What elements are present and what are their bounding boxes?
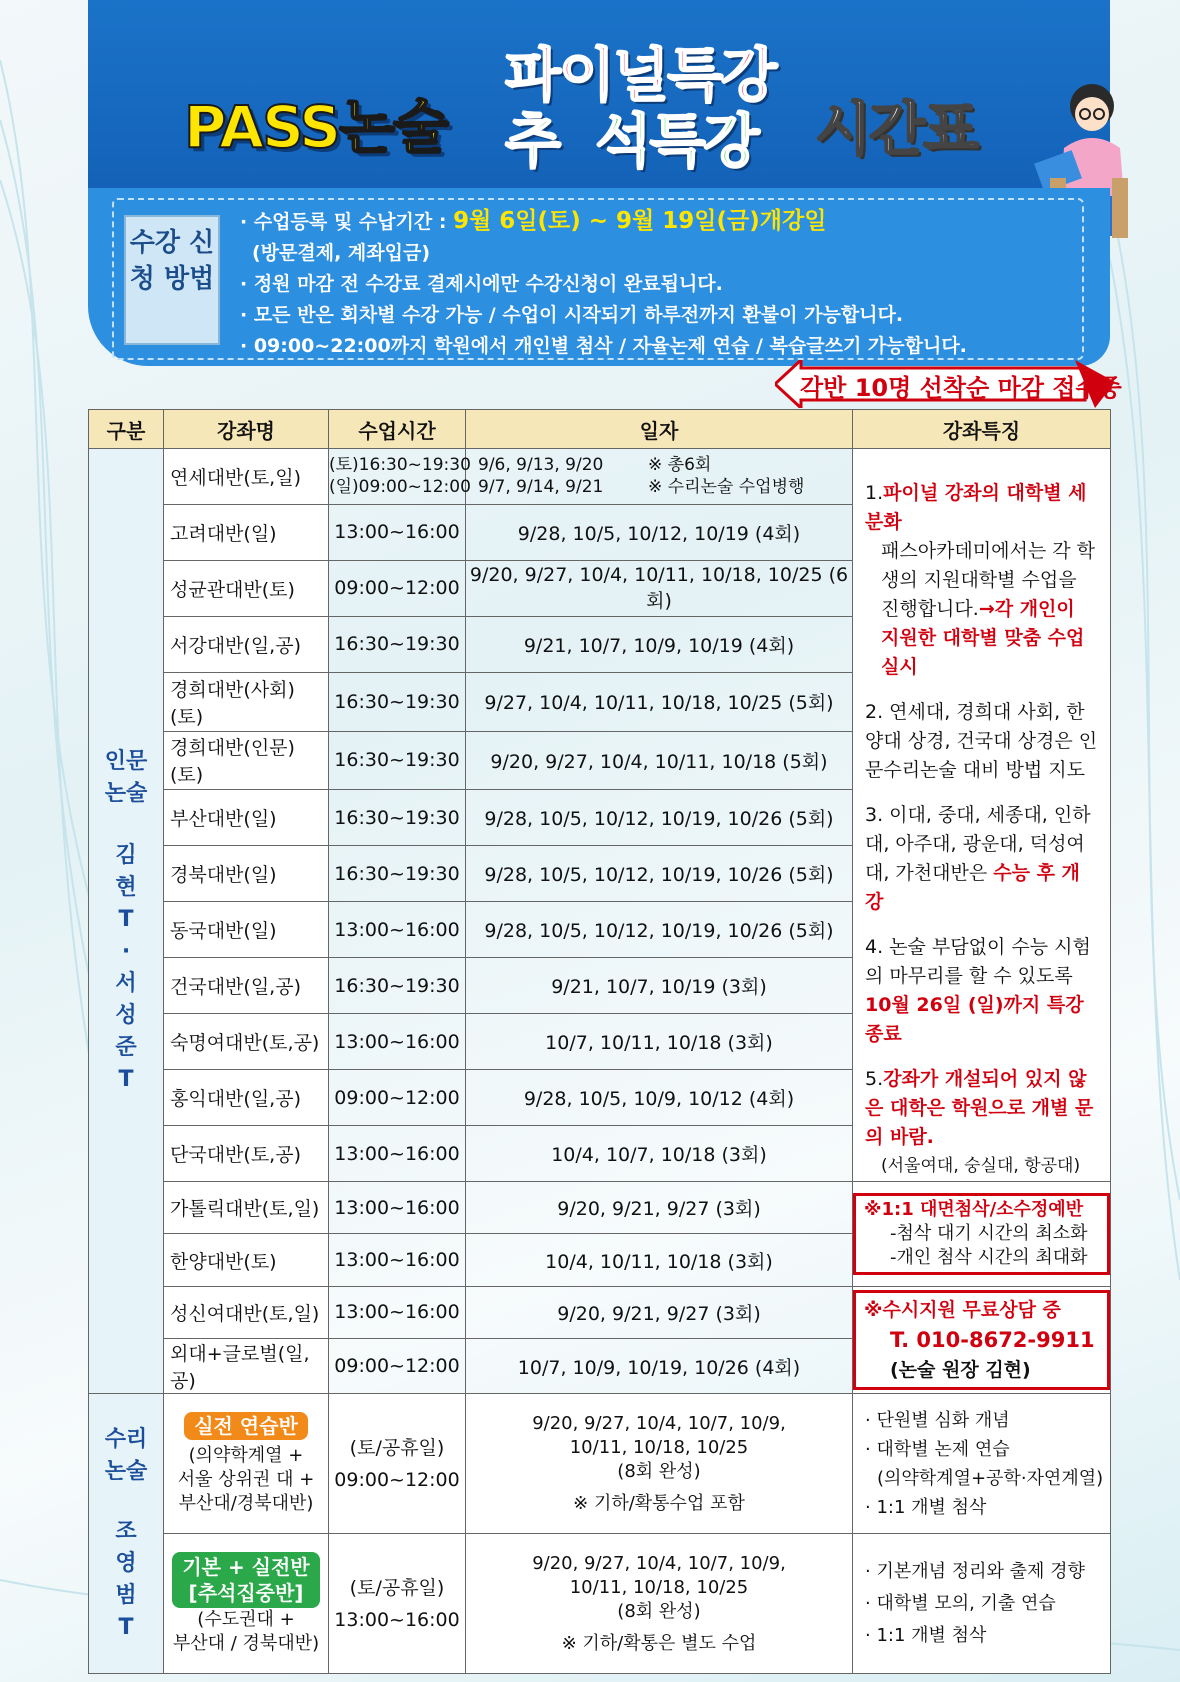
course-name: 실전 연습반 (의약학계열 + 서울 상위권 대 + 부산대/경북대반) <box>164 1394 329 1534</box>
one-on-one-box: ※1:1 대면첨삭/소수정예반 -첨삭 대기 시간의 최소화 -개인 첨삭 시간의 최대화 <box>853 1193 1110 1275</box>
course-dates: 9/28, 10/5, 10/9, 10/12 (4회) <box>466 1070 853 1126</box>
course-name: 한양대반(토) <box>164 1234 329 1286</box>
timetable <box>88 409 1111 1674</box>
feature-5: 5.강좌가 개설되어 있지 않은 대학은 학원으로 개별 문의 바람. (서울여대, 숭실대, 항공대) <box>865 1068 1094 1176</box>
course-name: 성균관대반(토) <box>164 560 329 616</box>
title-timetable: 시간표 <box>815 95 978 163</box>
header-time: 수업시간 <box>329 410 466 449</box>
course-time: 13:00~16:00 <box>329 1014 466 1070</box>
course-name: 동국대반(일) <box>164 902 329 958</box>
course-name: 홍익대반(일,공) <box>164 1070 329 1126</box>
table-row <box>89 1286 1111 1338</box>
course-dates: 9/28, 10/5, 10/12, 10/19 (4회) <box>466 504 853 560</box>
table-row <box>89 1394 1111 1534</box>
course-dates: 9/6, 9/13, 9/20 ※ 총6회 9/7, 9/14, 9/21 ※ 수리논술 수업병행 <box>466 449 853 505</box>
feature-2: 2. 연세대, 경희대 사회, 한양대 상경, 건국대 상경은 인문수리논술 대비 방법 지도 <box>865 701 1098 781</box>
table-header-row <box>89 410 1111 449</box>
title-chuseok: 추 석특강 <box>505 107 758 175</box>
course-name: 건국대반(일,공) <box>164 958 329 1014</box>
course-name: 연세대반(토,일) <box>164 449 329 505</box>
header-course: 강좌명 <box>164 410 329 449</box>
course-name: 외대+글로벌(일,공) <box>164 1339 329 1394</box>
feature-4: 4. 논술 부담없이 수능 시험의 마무리를 할 수 있도록 10월 26일 (일)까지 특강 종료 <box>865 936 1091 1045</box>
course-name: 가톨릭대반(토,일) <box>164 1182 329 1234</box>
course-name: 기본 + 실전반 [추석집중반] (수도권대 + 부산대 / 경북대반) <box>164 1534 329 1674</box>
course-dates: 9/20, 9/21, 9/27 (3회) <box>466 1182 853 1234</box>
signup-period-prefix: · 수업등록 및 수납기간 : <box>240 211 454 233</box>
course-time: 13:00~16:00 <box>329 504 466 560</box>
header-category: 구분 <box>89 410 164 449</box>
feature-1: 1.파이널 강좌의 대학별 세분화 패스아카데미에서는 각 학생의 지원대학별 수업을 진행합니다.→각 개인이 지원한 대학별 맞춤 수업 실시 <box>865 482 1095 678</box>
course-dates: 10/7, 10/11, 10/18 (3회) <box>466 1014 853 1070</box>
course-dates: 9/20, 9/21, 9/27 (3회) <box>466 1286 853 1338</box>
course-dates: 9/20, 9/27, 10/4, 10/11, 10/18 (5회) <box>466 731 853 790</box>
feature-3: 3. 이대, 중대, 세종대, 인하대, 아주대, 광운대, 덕성여대, 가천대반은 수능 후 개강 <box>865 804 1091 913</box>
signup-note-hours: · 09:00~22:00까지 학원에서 개인별 첨삭 / 자율논제 연습 / 복습글쓰기 가능합니다. <box>240 335 967 357</box>
first-come-banner-text: 각반 10명 선착순 마감 접수중 <box>800 374 1122 402</box>
course-dates: 10/4, 10/11, 10/18 (3회) <box>466 1234 853 1286</box>
course-dates: 9/28, 10/5, 10/12, 10/19, 10/26 (5회) <box>466 790 853 846</box>
course-pill: 기본 + 실전반 [추석집중반] <box>172 1552 319 1608</box>
course-time: 16:30~19:30 <box>329 672 466 731</box>
signup-period-dates: 9월 6일(토) ~ 9월 19일(금) <box>453 208 760 234</box>
course-time: (토/공휴일) 13:00~16:00 <box>329 1534 466 1674</box>
course-pill: 실전 연습반 <box>184 1412 308 1440</box>
course-time: 13:00~16:00 <box>329 1126 466 1182</box>
course-time: 16:30~19:30 <box>329 616 466 672</box>
course-dates: 9/27, 10/4, 10/11, 10/18, 10/25 (5회) <box>466 672 853 731</box>
course-name: 단국대반(토,공) <box>164 1126 329 1182</box>
course-dates: 9/28, 10/5, 10/12, 10/19, 10/26 (5회) <box>466 902 853 958</box>
title-pass: PASS논술 <box>184 93 448 161</box>
course-dates: 9/20, 9/27, 10/4, 10/11, 10/18, 10/25 (6회) <box>466 560 853 616</box>
course-name: 부산대반(일) <box>164 790 329 846</box>
course-time: 09:00~12:00 <box>329 1339 466 1394</box>
course-dates: 9/21, 10/7, 10/9, 10/19 (4회) <box>466 616 853 672</box>
course-time: 09:00~12:00 <box>329 1070 466 1126</box>
consult-phone: T. 010-8672-9911 <box>890 1327 1095 1352</box>
course-time: 13:00~16:00 <box>329 1286 466 1338</box>
course-name: 고려대반(일) <box>164 504 329 560</box>
course-features <box>853 449 1111 1182</box>
signup-info-text <box>240 206 967 362</box>
course-dates: 9/20, 9/27, 10/4, 10/7, 10/9, 10/11, 10/18, 10/25 (8회 완성) ※ 기하/확통수업 포함 <box>466 1394 853 1534</box>
one-on-one-box-cell <box>853 1182 1111 1287</box>
course-name: 경희대반(인문)(토) <box>164 731 329 790</box>
course-name: 경북대반(일) <box>164 846 329 902</box>
header-features: 강좌특징 <box>853 410 1111 449</box>
signup-method-label: 수강 신청 방법 <box>124 215 220 345</box>
header-dates: 일자 <box>466 410 853 449</box>
signup-open-label: 개강일 <box>759 208 827 234</box>
course-time: (토)16:30~19:30 (일)09:00~12:00 <box>329 449 466 505</box>
consult-box: ※수시지원 무료상담 중 T. 010-8672-9911 (논술 원장 김현) <box>853 1290 1110 1390</box>
table-row <box>89 1534 1111 1674</box>
table-row <box>89 449 1111 505</box>
course-time: 13:00~16:00 <box>329 1182 466 1234</box>
course-name: 성신여대반(토,일) <box>164 1286 329 1338</box>
signup-note-refund: · 모든 반은 회차별 수강 가능 / 수업이 시작되기 하루전까지 환불이 가능합니다. <box>240 304 904 326</box>
consult-box-cell <box>853 1286 1111 1393</box>
table-row <box>89 1182 1111 1234</box>
course-name: 서강대반(일,공) <box>164 616 329 672</box>
course-time: 16:30~19:30 <box>329 731 466 790</box>
course-dates: 10/7, 10/9, 10/19, 10/26 (4회) <box>466 1339 853 1394</box>
course-features: · 단원별 심화 개념 · 대학별 논제 연습 (의약학계열+공학·자연계열) · 1:1 개별 첨삭 <box>853 1394 1111 1534</box>
course-dates: 9/20, 9/27, 10/4, 10/7, 10/9, 10/11, 10/18, 10/25 (8회 완성) ※ 기하/확통은 별도 수업 <box>466 1534 853 1674</box>
course-dates: 9/21, 10/7, 10/19 (3회) <box>466 958 853 1014</box>
course-dates: 9/28, 10/5, 10/12, 10/19, 10/26 (5회) <box>466 846 853 902</box>
course-time: 16:30~19:30 <box>329 846 466 902</box>
course-name: 숙명여대반(토,공) <box>164 1014 329 1070</box>
course-time: 13:00~16:00 <box>329 1234 466 1286</box>
signup-payment-method: (방문결제, 계좌입금) <box>252 242 431 264</box>
course-time: 09:00~12:00 <box>329 560 466 616</box>
course-name: 경희대반(사회)(토) <box>164 672 329 731</box>
course-dates: 10/4, 10/7, 10/18 (3회) <box>466 1126 853 1182</box>
title-final: 파이널특강 <box>505 41 776 109</box>
signup-note-capacity: · 정원 마감 전 수강료 결제시에만 수강신청이 완료됩니다. <box>240 273 723 295</box>
course-features: · 기본개념 정리와 출제 경향 · 대학별 모의, 기출 연습 · 1:1 개별 첨삭 <box>853 1534 1111 1674</box>
course-time: 16:30~19:30 <box>329 958 466 1014</box>
humanities-group-label: 인문 논술 김 현 T · 서 성 준 T <box>89 449 164 1394</box>
course-time: (토/공휴일) 09:00~12:00 <box>329 1394 466 1534</box>
math-group-label: 수리 논술 조 영 범 T <box>89 1394 164 1674</box>
course-time: 13:00~16:00 <box>329 902 466 958</box>
course-time: 16:30~19:30 <box>329 790 466 846</box>
